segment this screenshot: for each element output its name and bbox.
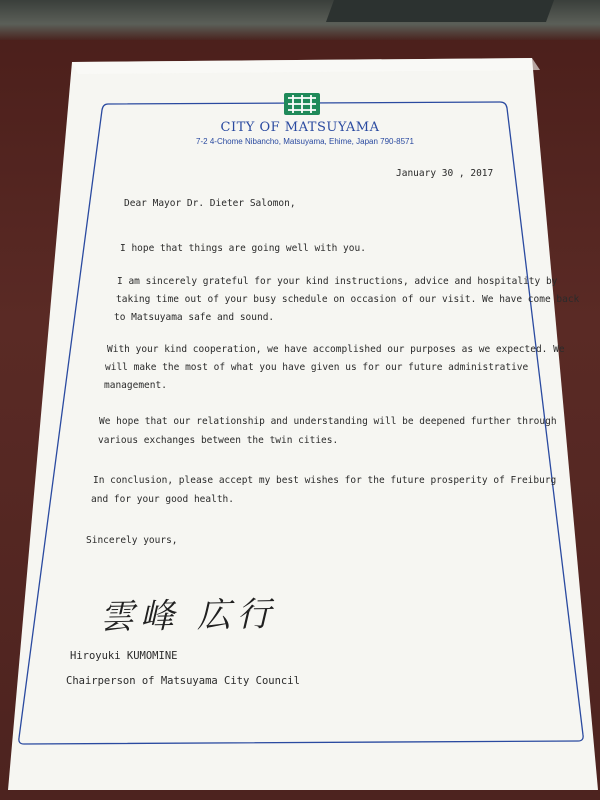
paragraph-3-line: With your kind cooperation, we have accomplished our purposes as we expected. We <box>107 344 565 355</box>
paragraph-5-line: and for your good health. <box>91 494 234 505</box>
letter-date: January 30 , 2017 <box>396 168 494 179</box>
paragraph-5-line: In conclusion, please accept my best wishes for the future prosperity of Freiburg <box>93 475 557 486</box>
handwritten-signature: 雲峰 広行 <box>99 594 278 638</box>
paragraph-1: I hope that things are going well with you. <box>120 243 366 254</box>
city-name: CITY OF MATSUYAMA <box>220 120 380 135</box>
paragraph-4-line: various exchanges between the twin cities. <box>98 435 339 446</box>
paragraph-2-line: I am sincerely grateful for your kind instructions, advice and hospitality by <box>117 276 558 287</box>
salutation: Dear Mayor Dr. Dieter Salomon, <box>124 198 296 209</box>
paragraph-2-line: taking time out of your busy schedule on occasion of our visit. We have come back <box>116 294 580 305</box>
paragraph-3-line: management. <box>104 380 167 391</box>
paragraph-3-line: will make the most of what you have given us for our future administrative <box>105 362 529 373</box>
closing: Sincerely yours, <box>86 535 178 546</box>
paragraph-2-line: to Matsuyama safe and sound. <box>114 312 275 323</box>
signer-name: Hiroyuki KUMOMINE <box>70 650 178 662</box>
city-address: 7-2 4-Chome Nibancho, Matsuyama, Ehime, Japan 790-8571 <box>196 137 414 146</box>
paragraph-4-line: We hope that our relationship and understanding will be deepened further through <box>99 416 557 427</box>
signer-title: Chairperson of Matsuyama City Council <box>66 675 300 687</box>
city-emblem-icon <box>283 92 321 116</box>
